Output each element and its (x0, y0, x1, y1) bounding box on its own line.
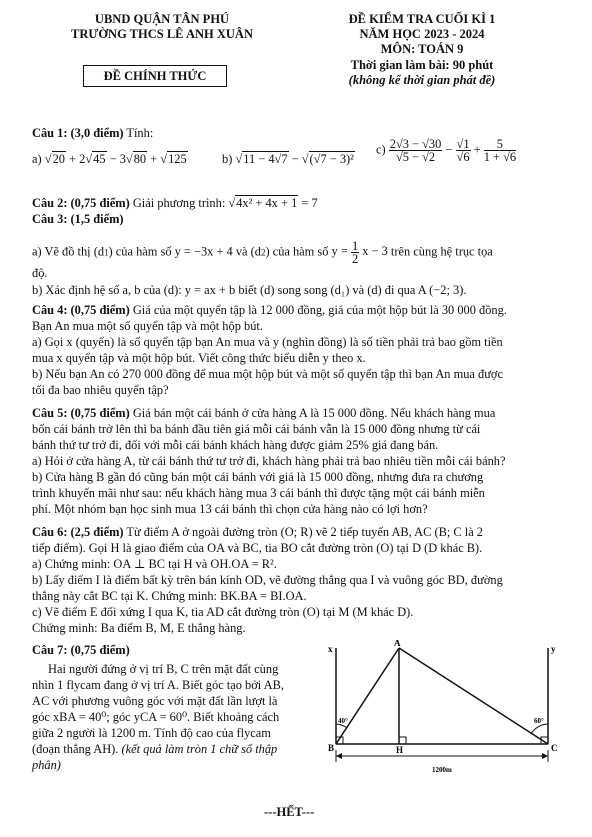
q5-text-7: phí. Một nhóm bạn học sinh mua 13 cái bánh thì chọn cửa hàng nào có lợi hơn? (32, 502, 428, 516)
q4-text-2: Bạn An mua một số quyển tập và một hộp bút. (32, 319, 263, 333)
q3-function-d2: y = $\frac{1}{2}$ x − 3 (331, 239, 388, 266)
q7-text-4: góc xBA = 40⁰; góc yCA = 60⁰. Biết khoảng cách (32, 710, 280, 724)
angle-label-c: 60° (534, 717, 544, 725)
segment-ac (399, 648, 548, 744)
school-year: NĂM HỌC 2023 - 2024 (359, 27, 485, 41)
q6-text-5: thẳng này cắt BC tại K. Chứng minh: BK.BA = BI.OA. (32, 589, 307, 603)
q2-equation: √4x² + 4x + 1 = 7 (228, 196, 318, 210)
exam-title: ĐỀ KIỂM TRA CUỐI KÌ 1 (348, 12, 496, 26)
q7-text-5: giữa 2 người là 1200 m. Tính độ cao của flycam (32, 726, 271, 740)
question-6-title: Câu 6: (2,5 điểm) (32, 525, 124, 539)
question-2 (32, 196, 318, 210)
q7-text-6a: (đoạn thẳng AH). (32, 742, 122, 756)
question-1-heading (32, 126, 153, 140)
question-1-part-b (222, 152, 355, 166)
question-4-title: Câu 4: (0,75 điểm) (32, 303, 130, 317)
label-b: B (328, 743, 335, 753)
q3-a-text-1: a) Vẽ đồ thị (d (32, 244, 105, 259)
segment-ab (336, 648, 399, 744)
question-1-title: Câu 1: (3,0 điểm) (32, 126, 124, 140)
q1-c-fraction-2: $\frac{√1}{√6}$ (456, 137, 470, 164)
q7-text-2: nhìn 1 flycam đang ở vị trí A. Biết góc tạo bởi AB, (32, 678, 284, 692)
end-marker: ---HẾT--- (264, 805, 315, 819)
arrow-head-right (542, 753, 548, 759)
school-name: TRƯỜNG THCS LÊ ANH XUÂN (71, 27, 253, 41)
q7-text-6b: (kết quả làm tròn 1 chữ số thập (121, 742, 278, 756)
question-3-part-a: a) Vẽ đồ thị (d1) của hàm số y = −3x + 4 và (d2) của hàm số y = $\frac{1}{2}$ x − 3 trên cùng hệ trục tọa (32, 239, 493, 266)
q3-a-text-5: độ. (32, 266, 48, 280)
q4-text-3: a) Gọi x (quyển) là số quyển tập bạn An mua và y (nghìn đồng) là số tiền phải trả bao gồm tiền (32, 335, 503, 349)
question-2-title: Câu 2: (0,75 điểm) (32, 196, 130, 210)
question-7-title: Câu 7: (0,75 điểm) (32, 643, 130, 657)
q5-text-4: a) Hỏi ở cửa hàng A, từ cái bánh thứ tư trở đi, khách hàng phải trả bao nhiêu tiền mỗi cái bánh? (32, 454, 506, 468)
q3-a-text-3: ) của hàm số (265, 244, 329, 259)
q4-text-4: mua x quyển tập và một hộp bút. Viết công thức biểu diễn y theo x. (32, 351, 366, 365)
q6-text-3: a) Chứng minh: OA ⊥ BC tại H và OH.OA = R². (32, 557, 277, 571)
q5-text-6: trình khuyến mãi như sau: nếu khách hàng mua 3 cái bánh thì được tặng một cái bánh miễn (32, 486, 485, 500)
q1-a-label: a) (32, 152, 42, 166)
q1-c-fraction-3: $\frac{5}{1 + √6}$ (483, 137, 517, 164)
label-h: H (396, 745, 404, 755)
q5-text-5: b) Cửa hàng B gần đó cũng bán một cái bánh với giá là 15 000 đồng, nhưng đưa ra chương (32, 470, 484, 484)
question-1-parts (32, 152, 188, 166)
time-limit: Thời gian làm bài: 90 phút (350, 58, 494, 72)
question-2-text: Giải phương trình: (129, 196, 226, 210)
label-y: y (551, 644, 556, 654)
subject: MÔN: TOÁN 9 (380, 42, 464, 56)
angle-label-b: 40° (338, 717, 348, 725)
department-name: UBND QUẬN TÂN PHÚ (94, 12, 230, 26)
q5-text-3: bánh thứ tư trở đi, đối với mỗi cái bánh khách hàng được giảm 25% giá đang bán. (32, 438, 439, 452)
q1-c-fraction-1: $\frac{2√3 - √30}{√5 - √2}$ (389, 137, 442, 164)
q6-text-7: Chứng minh: Ba điểm B, M, E thẳng hàng. (32, 621, 246, 635)
q6-text-4: b) Lấy điểm I là điểm bất kỳ trên bán kính OD, vẽ đường thẳng qua I và vuông góc BD, đường (32, 573, 503, 587)
q3-a-text-2: ) của hàm số y = −3x + 4 và (d (108, 244, 261, 259)
label-a: A (394, 640, 401, 648)
question-3-part-b: b) Xác định hệ số a, b của (d): y = ax + b biết (d) song song (d₁) và (d) đi qua A (−2; 3). (32, 283, 467, 297)
q1-b-expression: √11 − 4√7 − √(√7 − 3)² (235, 152, 354, 166)
question-5-line-1 (32, 406, 495, 420)
q6-text-1: Từ điểm A ở ngoài đường tròn (O; R) vẽ 2 tiếp tuyến AB, AC (B; C là 2 (123, 525, 484, 539)
distance-label: 1200m (432, 766, 452, 774)
q4-text-1: Giá của một quyển tập là 12 000 đồng, giá của một hộp bút là 30 000 đồng. (129, 303, 507, 317)
q6-text-2: tiếp điểm). Gọi H là giao điểm của OA và BC, tia BO cắt đường tròn (O) tại D (D khác B). (32, 541, 483, 555)
q7-text-1: Hai người đứng ở vị trí B, C trên mặt đất cùng (48, 662, 279, 676)
q3-a-text-4: trên cùng hệ trục tọa (390, 244, 493, 259)
q1-c-label: c) (376, 142, 386, 157)
arrow-head-left (336, 753, 342, 759)
question-1-part-c: c) $\frac{2√3 - √30}{√5 - √2}$ − $\frac{√1}{√6}$ + $\frac{5}{1 + √6}$ (376, 137, 517, 164)
q5-text-2: bốn cái bánh trở lên thì ba bánh đầu tiên giá mỗi cái bánh vẫn là 15 000 đồng nhưng từ cái (32, 422, 481, 436)
label-c: C (551, 743, 558, 753)
right-angle-h (399, 737, 406, 744)
label-x: x (328, 644, 333, 654)
flycam-figure (324, 640, 564, 800)
question-4-line-1 (32, 303, 507, 317)
q6-text-6: c) Vẽ điểm E đối xứng I qua K, tia AD cắt đường tròn (O) tại M (M khác D). (32, 605, 414, 619)
q4-text-6: tối đa bao nhiêu quyển tập? (32, 383, 169, 397)
q7-text-7: phân) (32, 758, 61, 772)
angle-arc-c (531, 724, 548, 734)
question-6-line-1 (32, 525, 483, 539)
q7-text-6 (32, 742, 277, 756)
official-exam-badge (83, 65, 227, 87)
question-1-text: Tính: (123, 126, 154, 140)
q1-b-label: b) (222, 152, 233, 166)
q5-text-1: Giá bán một cái bánh ở cửa hàng A là 15 000 đồng. Nếu khách hàng mua (129, 406, 496, 420)
time-note: (không kể thời gian phát đề) (348, 73, 496, 87)
q7-text-3: AC với phương vuông góc với mặt đất lần lượt là (32, 694, 278, 708)
official-exam-label: ĐỀ CHÍNH THỨC (103, 69, 207, 83)
q4-text-5: b) Nếu bạn An có 270 000 đồng để mua một hộp bút và một số quyển tập thì bạn An mua được (32, 367, 503, 381)
question-3-title: Câu 3: (1,5 điểm) (32, 212, 124, 226)
q1-a-expression: √20 + 2√45 − 3√80 + √125 (44, 152, 187, 166)
question-5-title: Câu 5: (0,75 điểm) (32, 406, 130, 420)
q2-equation-rhs: = 7 (301, 196, 318, 210)
